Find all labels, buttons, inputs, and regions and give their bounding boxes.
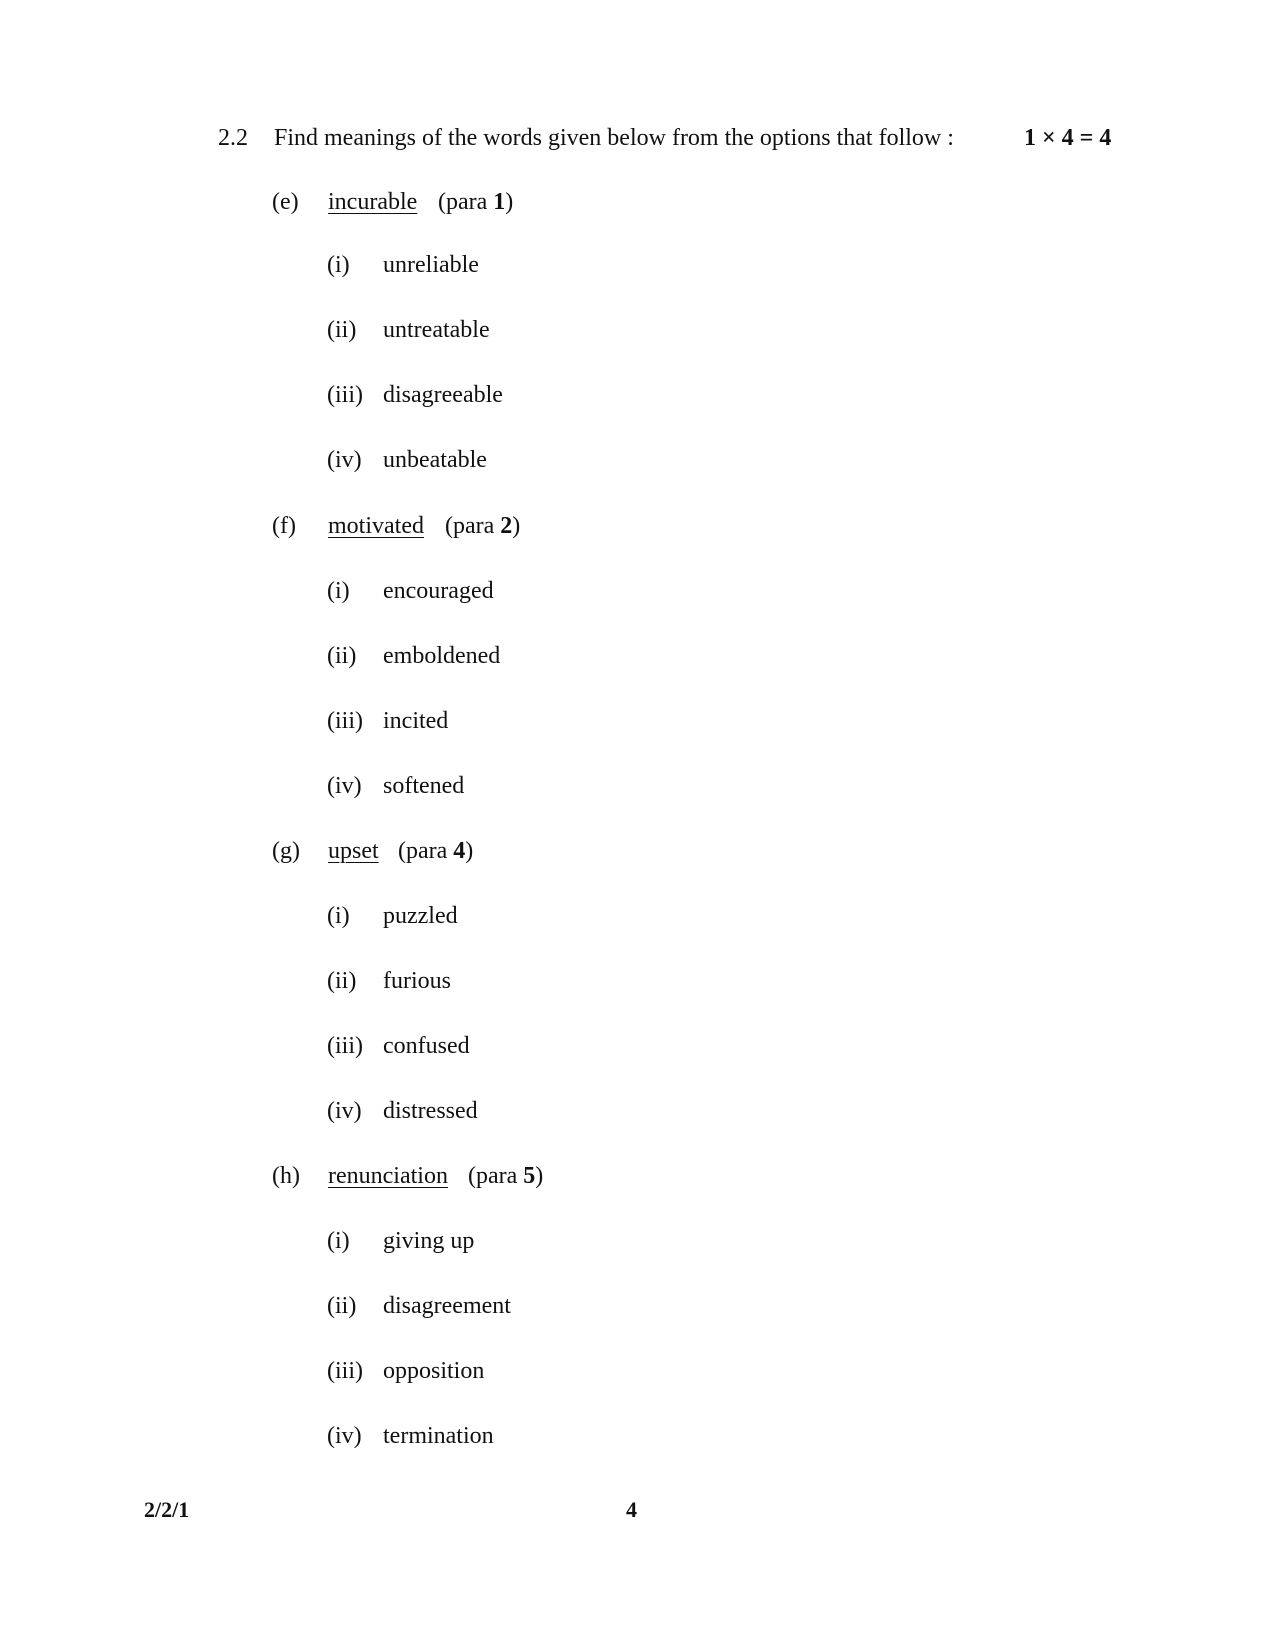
option-text: encouraged bbox=[383, 578, 494, 604]
option-label: (iv) bbox=[327, 773, 362, 799]
item-label: (g) bbox=[272, 838, 300, 864]
para-ref-number: 2 bbox=[500, 513, 513, 539]
item-label: (f) bbox=[272, 513, 296, 539]
option-label: (ii) bbox=[327, 317, 357, 343]
option-text: puzzled bbox=[383, 903, 458, 929]
option-label: (iii) bbox=[327, 382, 363, 408]
option-label: (iii) bbox=[327, 1033, 363, 1059]
paper-code: 2/2/1 bbox=[144, 1497, 190, 1522]
option-label: (ii) bbox=[327, 1293, 357, 1319]
option-text: distressed bbox=[383, 1098, 478, 1124]
item-label: (e) bbox=[272, 189, 299, 215]
option-text: incited bbox=[383, 708, 449, 734]
vocab-word: renunciation bbox=[328, 1163, 448, 1189]
option-label: (i) bbox=[327, 1228, 350, 1254]
option-label: (iii) bbox=[327, 708, 363, 734]
option-label: (i) bbox=[327, 578, 350, 604]
para-ref-prefix: (para bbox=[398, 838, 454, 864]
para-ref-suffix: ) bbox=[535, 1163, 544, 1189]
vocab-word: incurable bbox=[328, 189, 418, 215]
option-text: softened bbox=[383, 773, 465, 799]
option-text: opposition bbox=[383, 1358, 485, 1384]
question-marks: 1 × 4 = 4 bbox=[1024, 125, 1112, 151]
para-reference bbox=[468, 1158, 543, 1194]
para-ref-suffix: ) bbox=[465, 838, 474, 864]
option-text: furious bbox=[383, 968, 451, 994]
para-reference bbox=[438, 184, 513, 220]
option-text: unbeatable bbox=[383, 447, 487, 473]
para-ref-prefix: (para bbox=[468, 1163, 524, 1189]
question-text: Find meanings of the words given below from the options that follow : bbox=[274, 125, 954, 151]
para-ref-number: 4 bbox=[453, 838, 466, 864]
para-ref-suffix: ) bbox=[505, 189, 514, 215]
page-number: 4 bbox=[626, 1497, 637, 1522]
para-ref-prefix: (para bbox=[438, 189, 494, 215]
option-text: termination bbox=[383, 1423, 494, 1449]
option-text: unreliable bbox=[383, 252, 479, 278]
option-label: (ii) bbox=[327, 968, 357, 994]
option-label: (i) bbox=[327, 252, 350, 278]
option-text: emboldened bbox=[383, 643, 501, 669]
para-reference bbox=[445, 508, 520, 544]
option-label: (ii) bbox=[327, 643, 357, 669]
item-label: (h) bbox=[272, 1163, 300, 1189]
option-text: untreatable bbox=[383, 317, 490, 343]
option-text: disagreeable bbox=[383, 382, 503, 408]
option-label: (iv) bbox=[327, 447, 362, 473]
question-header bbox=[218, 120, 1118, 156]
para-ref-number: 1 bbox=[493, 189, 506, 215]
para-ref-prefix: (para bbox=[445, 513, 501, 539]
vocab-word: motivated bbox=[328, 513, 424, 539]
option-label: (iii) bbox=[327, 1358, 363, 1384]
para-ref-number: 5 bbox=[523, 1163, 536, 1189]
option-label: (iv) bbox=[327, 1098, 362, 1124]
para-ref-suffix: ) bbox=[512, 513, 521, 539]
option-text: giving up bbox=[383, 1228, 475, 1254]
para-reference bbox=[398, 833, 473, 869]
option-label: (i) bbox=[327, 903, 350, 929]
question-number: 2.2 bbox=[218, 125, 248, 151]
option-text: confused bbox=[383, 1033, 470, 1059]
option-text: disagreement bbox=[383, 1293, 511, 1319]
vocab-word: upset bbox=[328, 838, 379, 864]
option-label: (iv) bbox=[327, 1423, 362, 1449]
